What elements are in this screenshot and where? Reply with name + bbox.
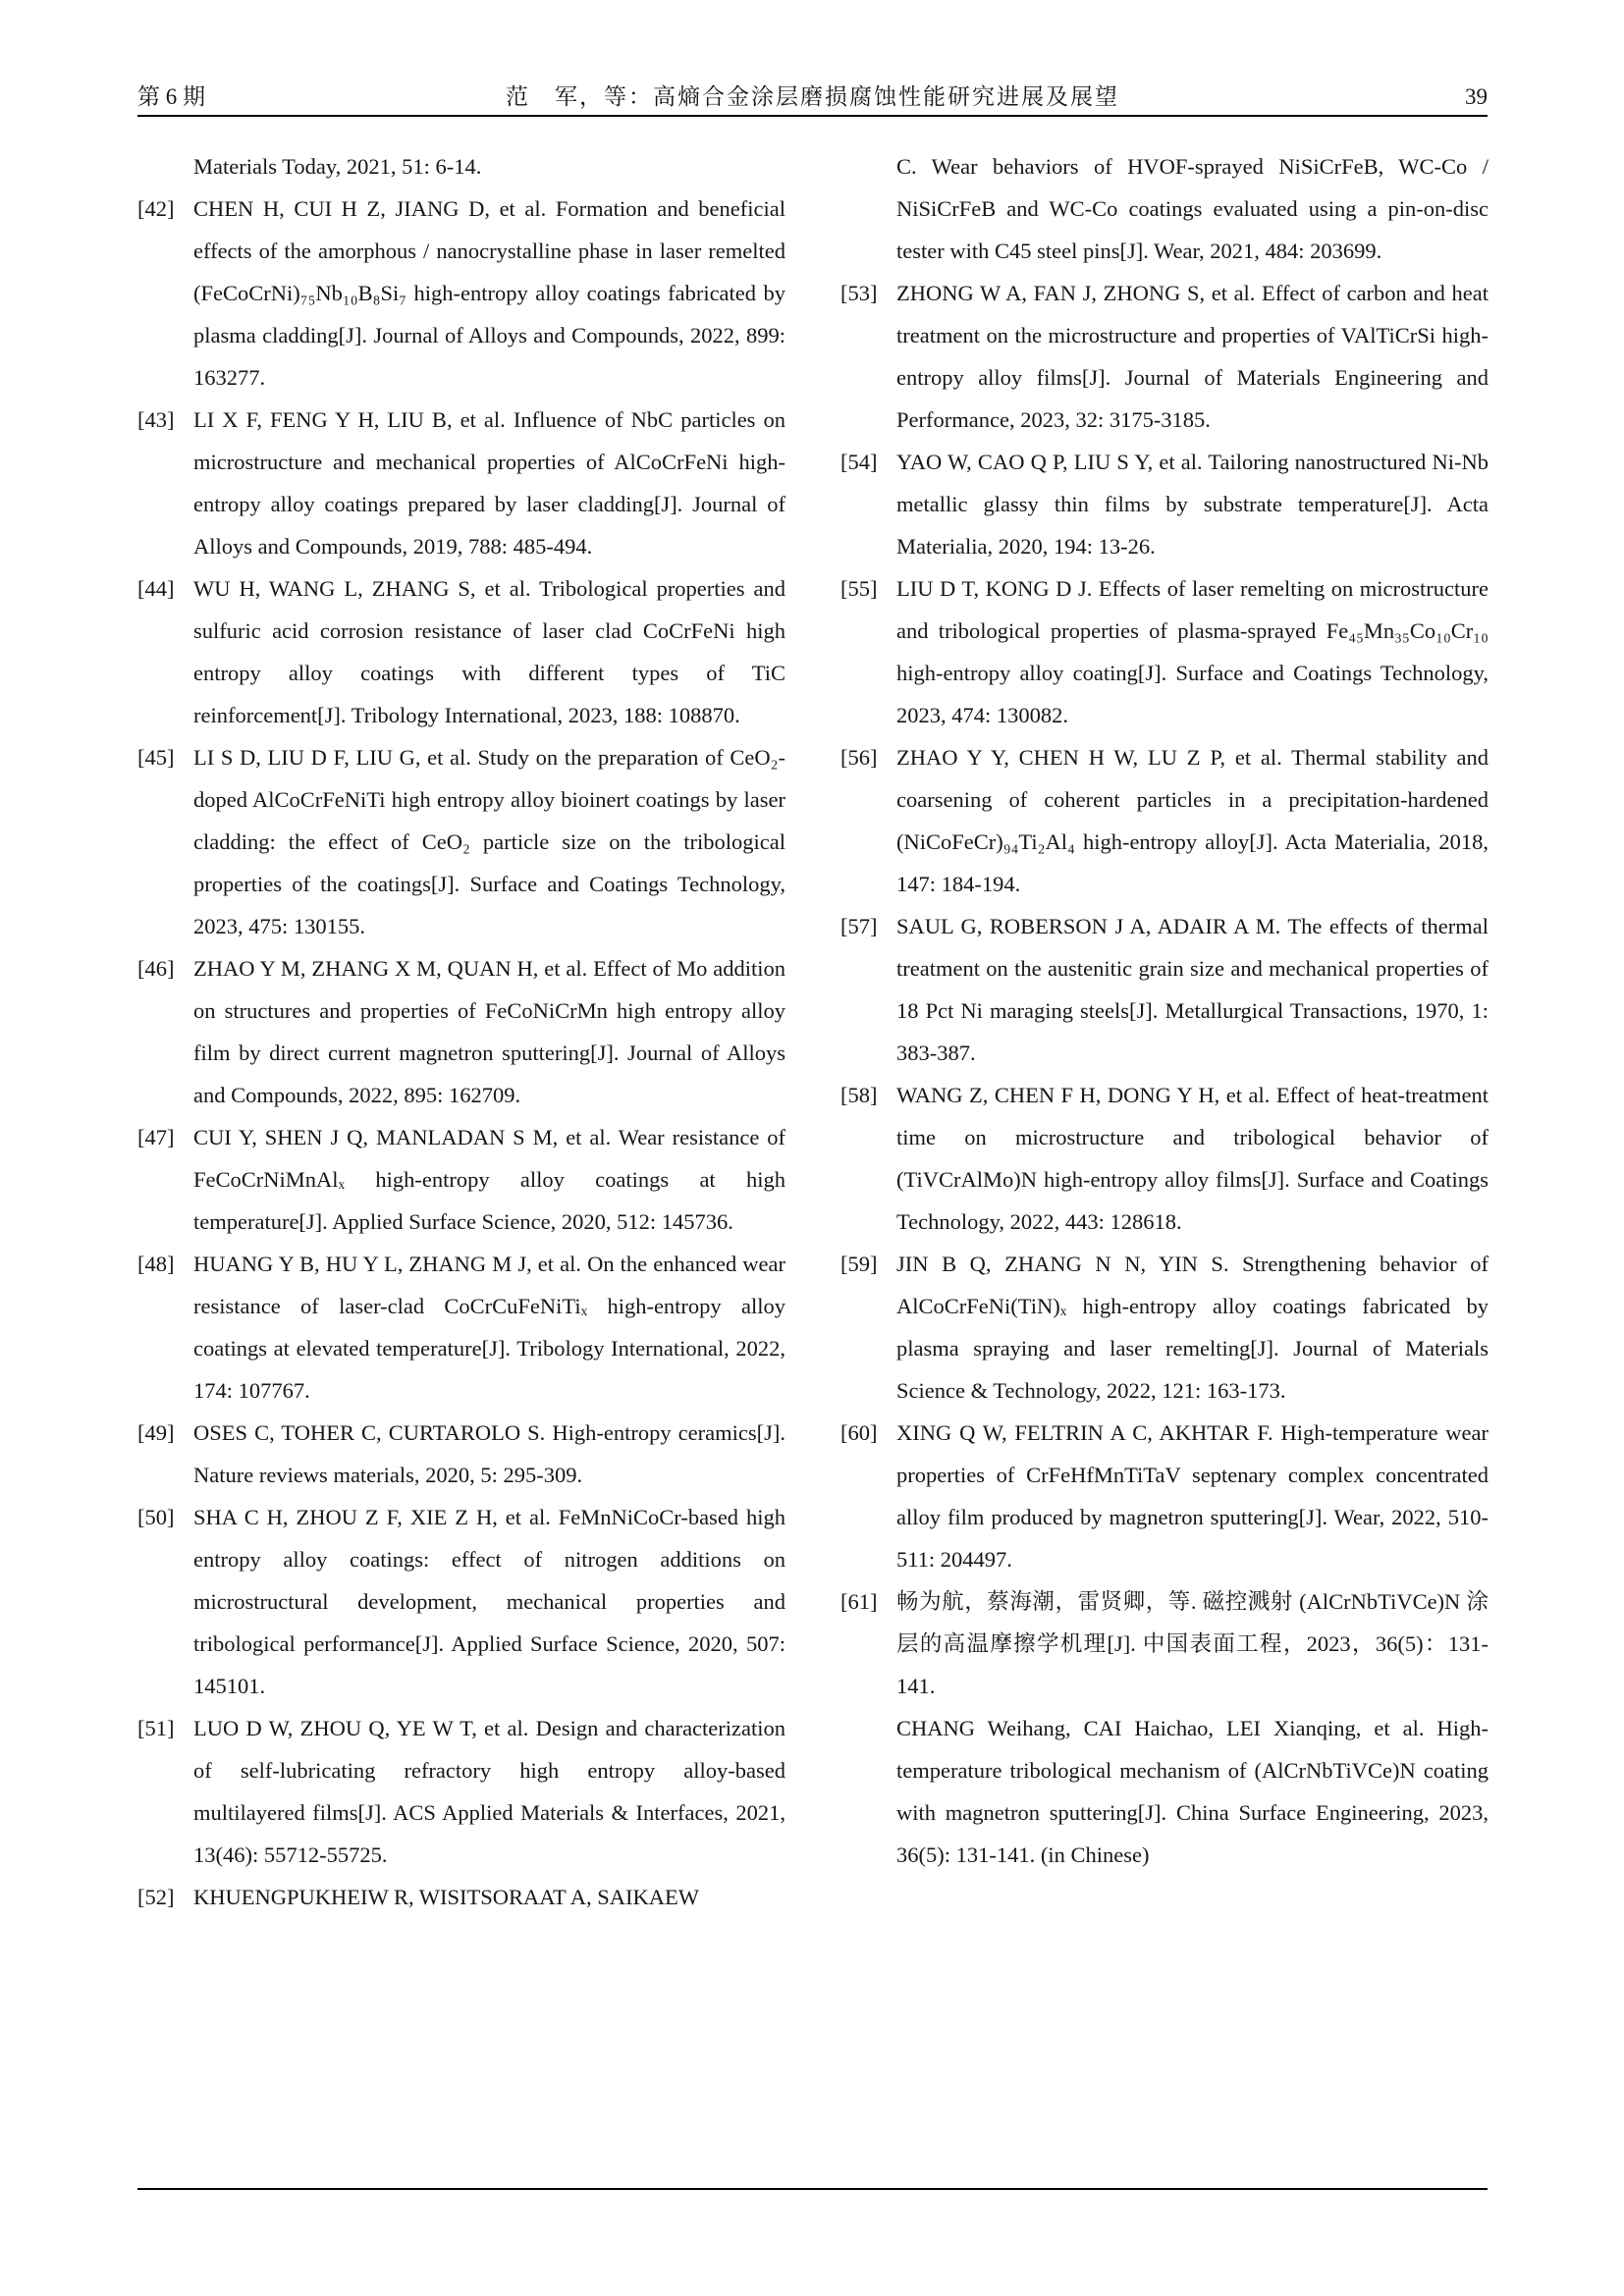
reference-text: LI X F, FENG Y H, LIU B, et al. Influence of NbC particles on microstructure and mechanical properties of AlCoCrFeNi high-entropy alloy coatings prepared by laser cladding[J]. Journal of Alloys and Compounds, 2019, 788: 485-494. <box>193 407 785 559</box>
reference-item <box>137 1412 785 1496</box>
reference-text: CUI Y, SHEN J Q, MANLADAN S M, et al. Wear resistance of FeCoCrNiMnAlₓ high-entropy alloy coatings at high temperature[J]. Applied Surface Science, 2020, 512: 145736. <box>193 1125 785 1234</box>
reference-text: WANG Z, CHEN F H, DONG Y H, et al. Effect of heat-treatment time on microstructure and tribological behavior of (TiVCrAlMo)N high-entropy alloy films[J]. Surface and Coatings Technology, 2022, 443: 128618. <box>896 1083 1489 1234</box>
page-header <box>137 79 1488 111</box>
reference-item <box>840 905 1489 1074</box>
issue-label: 第 6 期 <box>137 84 205 109</box>
reference-item <box>137 187 785 399</box>
reference-text: SHA C H, ZHOU Z F, XIE Z H, et al. FeMnNiCoCr-based high entropy alloy coatings: effect of nitrogen additions on microstructural development, mechanical properties and tribological performance[J]. Applied Surface Science, 2020, 507: 145101. <box>193 1505 785 1698</box>
reference-number: [55] <box>840 576 878 601</box>
reference-number: [47] <box>137 1125 175 1149</box>
reference-text: OSES C, TOHER C, CURTAROLO S. High-entropy ceramics[J]. Nature reviews materials, 2020, 5: 295-309. <box>193 1420 785 1487</box>
reference-item <box>137 947 785 1116</box>
reference-number: [57] <box>840 914 878 938</box>
reference-text: C. Wear behaviors of HVOF-sprayed NiSiCrFeB, WC-Co / NiSiCrFeB and WC-Co coatings evaluated using a pin-on-disc tester with C45 steel pins[J]. Wear, 2021, 484: 203699. <box>896 154 1489 263</box>
reference-number: [45] <box>137 745 175 770</box>
reference-item <box>137 399 785 567</box>
reference-text: LIU D T, KONG D J. Effects of laser remelting on microstructure and tribological properties of plasma-sprayed Fe₄₅Mn₃₅Co₁₀Cr₁₀ high-entropy alloy coating[J]. Surface and Coatings Technology, 2023, 474: 130082. <box>896 576 1489 727</box>
reference-item <box>137 736 785 947</box>
reference-continuation <box>840 1707 1489 1876</box>
reference-number: [61] <box>840 1589 878 1614</box>
reference-continuation <box>137 145 785 187</box>
reference-item <box>840 272 1489 441</box>
reference-item <box>840 1243 1489 1412</box>
reference-number: [49] <box>137 1420 175 1445</box>
header-rule <box>137 115 1488 117</box>
reference-item <box>840 567 1489 736</box>
reference-number: [53] <box>840 281 878 305</box>
reference-number: [51] <box>137 1716 175 1740</box>
running-title: 范 军，等：高熵合金涂层磨损腐蚀性能研究进展及展望 <box>506 84 1119 109</box>
reference-number: [43] <box>137 407 175 432</box>
reference-item <box>137 1116 785 1243</box>
reference-text: LI S D, LIU D F, LIU G, et al. Study on the preparation of CeO₂-doped AlCoCrFeNiTi high entropy alloy bioinert coatings by laser cladding: the effect of CeO₂ particle size on the tribological properties of the coatings[J]. Surface and Coatings Technology, 2023, 475: 130155. <box>193 745 785 938</box>
reference-text: LUO D W, ZHOU Q, YE W T, et al. Design and characterization of self-lubricating refractory high entropy alloy-based multilayered films[J]. ACS Applied Materials & Interfaces, 2021, 13(46): 55712-55725. <box>193 1716 785 1867</box>
reference-item <box>137 1876 785 1918</box>
footer-rule <box>137 2188 1488 2190</box>
reference-item <box>137 1707 785 1876</box>
reference-number: [46] <box>137 956 175 981</box>
reference-number: [44] <box>137 576 175 601</box>
reference-text: 畅为航，蔡海潮，雷贤卿，等. 磁控溅射 (AlCrNbTiVCe)N 涂层的高温摩擦学机理[J]. 中国表面工程，2023，36(5)：131-141. <box>896 1589 1489 1698</box>
reference-number: [42] <box>137 196 175 221</box>
reference-number: [54] <box>840 450 878 474</box>
reference-continuation <box>840 145 1489 272</box>
references-section <box>137 145 1488 1918</box>
reference-text: ZHONG W A, FAN J, ZHONG S, et al. Effect of carbon and heat treatment on the microstructure and properties of VAlTiCrSi high-entropy alloy films[J]. Journal of Materials Engineering and Performance, 2023, 32: 3175-3185. <box>896 281 1489 432</box>
reference-number: [59] <box>840 1252 878 1276</box>
reference-text: Materials Today, 2021, 51: 6-14. <box>193 154 482 179</box>
reference-item <box>137 1496 785 1707</box>
reference-text: XING Q W, FELTRIN A C, AKHTAR F. High-temperature wear properties of CrFeHfMnTiTaV septenary complex concentrated alloy film produced by magnetron sputtering[J]. Wear, 2022, 510-511: 204497. <box>896 1420 1489 1572</box>
reference-number: [48] <box>137 1252 175 1276</box>
reference-item <box>840 1412 1489 1580</box>
reference-number: [50] <box>137 1505 175 1529</box>
page-number: 39 <box>1465 84 1488 109</box>
reference-text: ZHAO Y M, ZHANG X M, QUAN H, et al. Effect of Mo addition on structures and properties of FeCoNiCrMn high entropy alloy film by direct current magnetron sputtering[J]. Journal of Alloys and Compounds, 2022, 895: 162709. <box>193 956 785 1107</box>
reference-item <box>137 1243 785 1412</box>
reference-number: [56] <box>840 745 878 770</box>
reference-number: [58] <box>840 1083 878 1107</box>
left-column <box>137 145 785 1918</box>
reference-item <box>137 567 785 736</box>
reference-item <box>840 441 1489 567</box>
reference-text: ZHAO Y Y, CHEN H W, LU Z P, et al. Thermal stability and coarsening of coherent particles in a precipitation-hardened (NiCoFeCr)₉₄Ti₂Al₄ high-entropy alloy[J]. Acta Materialia, 2018, 147: 184-194. <box>896 745 1489 896</box>
reference-number: [52] <box>137 1885 175 1909</box>
reference-text: CHEN H, CUI H Z, JIANG D, et al. Formation and beneficial effects of the amorphous / nanocrystalline phase in laser remelted (FeCoCrNi)₇₅Nb₁₀B₈Si₇ high-entropy alloy coatings fabricated by plasma cladding[J]. Journal of Alloys and Compounds, 2022, 899: 163277. <box>193 196 785 390</box>
reference-item <box>840 736 1489 905</box>
reference-item <box>840 1074 1489 1243</box>
right-column <box>840 145 1489 1918</box>
reference-number: [60] <box>840 1420 878 1445</box>
reference-text: WU H, WANG L, ZHANG S, et al. Tribological properties and sulfuric acid corrosion resistance of laser clad CoCrFeNi high entropy alloy coatings with different types of TiC reinforcement[J]. Tribology International, 2023, 188: 108870. <box>193 576 785 727</box>
reference-text: JIN B Q, ZHANG N N, YIN S. Strengthening behavior of AlCoCrFeNi(TiN)ₓ high-entropy alloy coatings fabricated by plasma spraying and laser remelting[J]. Journal of Materials Science & Technology, 2022, 121: 163-173. <box>896 1252 1489 1403</box>
reference-text: KHUENGPUKHEIW R, WISITSORAAT A, SAIKAEW <box>193 1885 699 1909</box>
reference-text: YAO W, CAO Q P, LIU S Y, et al. Tailoring nanostructured Ni-Nb metallic glassy thin films by substrate temperature[J]. Acta Materialia, 2020, 194: 13-26. <box>896 450 1489 559</box>
reference-text: SAUL G, ROBERSON J A, ADAIR A M. The effects of thermal treatment on the austenitic grain size and mechanical properties of 18 Pct Ni maraging steels[J]. Metallurgical Transactions, 1970, 1: 383-387. <box>896 914 1489 1065</box>
reference-text: CHANG Weihang, CAI Haichao, LEI Xianqing, et al. High-temperature tribological mechanism of (AlCrNbTiVCe)N coating with magnetron sputtering[J]. China Surface Engineering, 2023, 36(5): 131-141. (in Chinese) <box>896 1716 1489 1867</box>
reference-text: HUANG Y B, HU Y L, ZHANG M J, et al. On the enhanced wear resistance of laser-clad CoCrCuFeNiTiₓ high-entropy alloy coatings at elevated temperature[J]. Tribology International, 2022, 174: 107767. <box>193 1252 785 1403</box>
reference-item <box>840 1580 1489 1707</box>
